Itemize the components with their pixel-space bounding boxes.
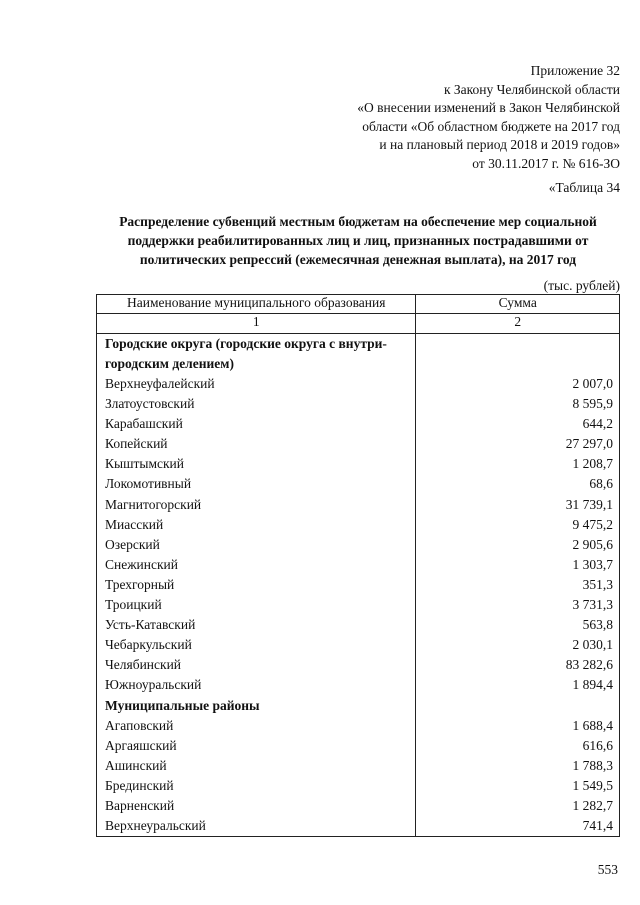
table-section-row: [97, 696, 620, 716]
municipality-name: Копейский: [97, 434, 416, 454]
municipality-name: Златоустовский: [97, 394, 416, 414]
municipality-name: Магнитогорский: [97, 495, 416, 515]
amount-value: 2 905,6: [416, 535, 620, 555]
amount-value: 9 475,2: [416, 515, 620, 535]
unit-note: (тыс. рублей): [543, 278, 620, 293]
amount-value: 1 549,5: [416, 776, 620, 796]
municipality-name: Верхнеуфалейский: [97, 374, 416, 394]
title-line: Распределение субвенций местным бюджетам на обеспечение мер социальной: [119, 214, 597, 229]
amount-value: 351,3: [416, 575, 620, 595]
table-row: [97, 796, 620, 816]
municipality-name: Брединский: [97, 776, 416, 796]
table-body: [97, 334, 620, 837]
municipality-name: Ашинский: [97, 756, 416, 776]
table-row: [97, 575, 620, 595]
amount-value: 563,8: [416, 615, 620, 635]
municipality-name: Южноуральский: [97, 675, 416, 695]
subvention-table: [96, 294, 620, 837]
municipality-name: Миасский: [97, 515, 416, 535]
table-reference: «Таблица 34: [548, 180, 620, 195]
municipality-name: Кыштымский: [97, 454, 416, 474]
header-line: «О внесении изменений в Закон Челябинской: [357, 100, 620, 115]
municipality-name: Локомотивный: [97, 474, 416, 494]
appendix-header: [200, 62, 620, 173]
amount-value: 741,4: [416, 816, 620, 837]
title-line: поддержки реабилитированных лиц и лиц, признанных пострадавшими от: [127, 233, 589, 248]
municipality-name: Чебаркульский: [97, 635, 416, 655]
amount-value: [416, 696, 620, 716]
section-name: Городские округа (городские округа с внутри-городским делением): [97, 334, 416, 375]
municipality-name: Озерский: [97, 535, 416, 555]
amount-value: 3 731,3: [416, 595, 620, 615]
municipality-name: Агаповский: [97, 716, 416, 736]
municipality-name: Аргаяшский: [97, 736, 416, 756]
table-row: [97, 495, 620, 515]
table-row: [97, 736, 620, 756]
municipality-name: Трехгорный: [97, 575, 416, 595]
table-row: [97, 675, 620, 695]
section-name: Муниципальные районы: [97, 696, 416, 716]
amount-value: 27 297,0: [416, 434, 620, 454]
table-row: [97, 756, 620, 776]
amount-value: 1 282,7: [416, 796, 620, 816]
table-row: [97, 555, 620, 575]
municipality-name: Верхнеуральский: [97, 816, 416, 837]
amount-value: 1 688,4: [416, 716, 620, 736]
header-line: и на плановый период 2018 и 2019 годов»: [379, 137, 620, 152]
table-row: [97, 515, 620, 535]
municipality-name: Варненский: [97, 796, 416, 816]
amount-value: 8 595,9: [416, 394, 620, 414]
table-section-row: [97, 334, 620, 375]
table-row: [97, 595, 620, 615]
municipality-name: Карабашский: [97, 414, 416, 434]
table-row: [97, 635, 620, 655]
amount-value: 1 894,4: [416, 675, 620, 695]
header-line: к Закону Челябинской области: [443, 81, 620, 97]
amount-value: 1 788,3: [416, 756, 620, 776]
column-number: 2: [416, 314, 620, 334]
amount-value: 83 282,6: [416, 655, 620, 675]
table-row: [97, 394, 620, 414]
amount-value: 616,6: [416, 736, 620, 756]
table-row: [97, 615, 620, 635]
amount-value: 31 739,1: [416, 495, 620, 515]
municipality-name: Челябинский: [97, 655, 416, 675]
municipality-name: Усть-Катавский: [97, 615, 416, 635]
header-amount: Сумма: [416, 295, 620, 314]
amount-value: 68,6: [416, 474, 620, 494]
table-row: [97, 374, 620, 394]
amount-value: [416, 334, 620, 375]
table-row: [97, 655, 620, 675]
title-line: политических репрессий (ежемесячная денежная выплата), на 2017 год: [139, 252, 577, 267]
table-row: [97, 414, 620, 434]
header-line: Приложение 32: [530, 63, 620, 78]
table-row: [97, 535, 620, 555]
table-row: [97, 776, 620, 796]
amount-value: 2 007,0: [416, 374, 620, 394]
table-row: [97, 474, 620, 494]
amount-value: 1 303,7: [416, 555, 620, 575]
header-municipality: Наименование муниципального образования: [97, 295, 416, 314]
column-number: 1: [97, 314, 416, 334]
table-row: [97, 716, 620, 736]
page-number: 553: [597, 862, 618, 877]
amount-value: 2 030,1: [416, 635, 620, 655]
amount-value: 1 208,7: [416, 454, 620, 474]
amount-value: 644,2: [416, 414, 620, 434]
document-title: [96, 212, 620, 269]
municipality-name: Троицкий: [97, 595, 416, 615]
table-row: [97, 816, 620, 837]
header-line: от 30.11.2017 г. № 616-ЗО: [472, 155, 620, 171]
table-row: [97, 434, 620, 454]
table-row: [97, 454, 620, 474]
municipality-name: Снежинский: [97, 555, 416, 575]
header-line: области «Об областном бюджете на 2017 год: [362, 118, 620, 134]
